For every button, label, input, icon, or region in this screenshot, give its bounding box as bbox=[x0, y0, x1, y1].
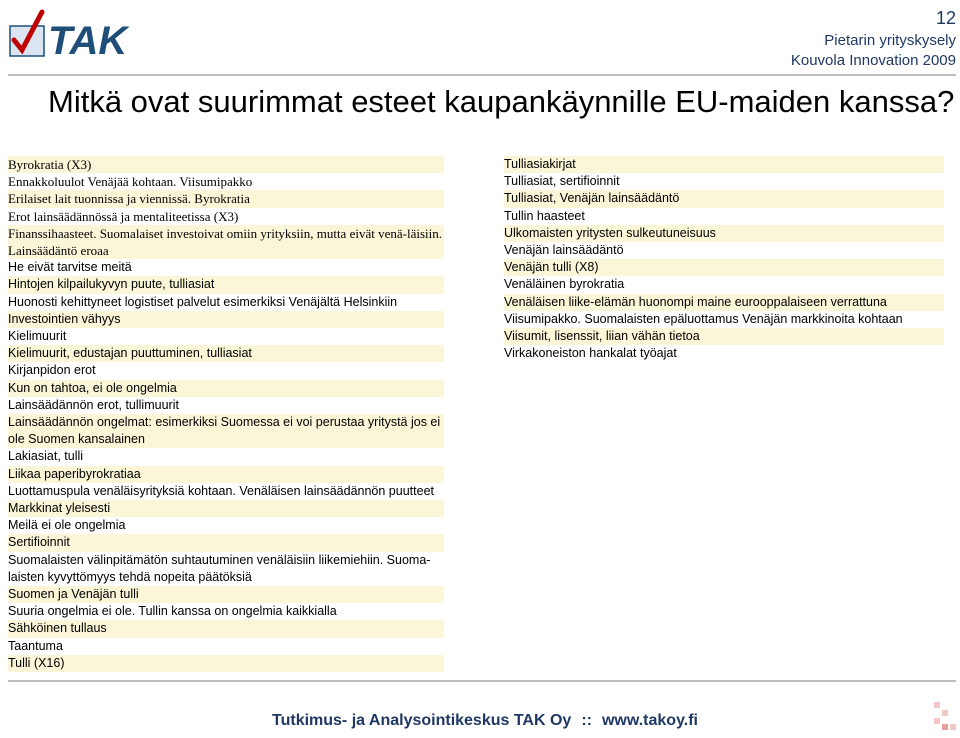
right-answer-item: Viisumipakko. Suomalaisten epäluottamus Venäjän markkinoita kohtaan bbox=[504, 311, 944, 328]
left-answer-item: Kun on tahtoa, ei ole ongelmia bbox=[8, 380, 444, 397]
left-answer-item: Sertifioinnit bbox=[8, 534, 444, 551]
left-answer-item: Erot lainsäädännössä ja mentaliteetissa (X3) bbox=[8, 208, 444, 225]
left-answer-item: Lakiasiat, tulli bbox=[8, 448, 444, 465]
right-answer-list bbox=[504, 156, 944, 362]
left-answer-item: Ennakkoluulot Venäjää kohtaan. Viisumipakko bbox=[8, 173, 444, 190]
left-answer-item: Markkinat yleisesti bbox=[8, 500, 444, 517]
left-answer-item: Taantuma bbox=[8, 638, 444, 655]
left-answer-item: Hintojen kilpailukyvyn puute, tulliasiat bbox=[8, 276, 444, 293]
logo-text: TAK bbox=[48, 19, 128, 63]
right-answer-item: Tullin haasteet bbox=[504, 208, 944, 225]
left-answer-item: Kielimuurit bbox=[8, 328, 444, 345]
left-answer-item: Luottamuspula venäläisyrityksiä kohtaan. Venäläisen lainsäädännön puutteet bbox=[8, 483, 444, 500]
corner-decoration-icon bbox=[932, 700, 956, 732]
left-answer-item: Kielimuurit, edustajan puuttuminen, tulliasiat bbox=[8, 345, 444, 362]
left-answer-item: Lainsäädännön erot, tullimuurit bbox=[8, 397, 444, 414]
right-answer-item: Ulkomaisten yritysten sulkeutuneisuus bbox=[504, 225, 944, 242]
left-answer-item: Kirjanpidon erot bbox=[8, 362, 444, 379]
report-title: Pietarin yrityskysely bbox=[824, 32, 956, 49]
right-answer-item: Venäläisen liike-elämän huonompi maine eurooppalaiseen verrattuna bbox=[504, 294, 944, 311]
left-answer-item: Finanssihaasteet. Suomalaiset investoivat omiin yrityksiin, mutta eivät venä-läisiin. Lainsäädäntö eroaa bbox=[8, 225, 444, 259]
left-answer-item: Investointien vähyys bbox=[8, 311, 444, 328]
header-divider bbox=[8, 74, 956, 76]
left-answer-item: Byrokratia (X3) bbox=[8, 156, 444, 173]
right-answer-item: Virkakoneiston hankalat työajat bbox=[504, 345, 944, 362]
left-answer-item: Suomen ja Venäjän tulli bbox=[8, 586, 444, 603]
right-answer-item: Tulliasiakirjat bbox=[504, 156, 944, 173]
right-answer-item: Viisumit, lisenssit, liian vähän tietoa bbox=[504, 328, 944, 345]
footer-divider bbox=[8, 680, 956, 682]
right-answer-item: Tulliasiat, sertifioinnit bbox=[504, 173, 944, 190]
report-subtitle: Kouvola Innovation 2009 bbox=[790, 52, 956, 69]
left-answer-item: Suuria ongelmia ei ole. Tullin kanssa on ongelmia kaikkialla bbox=[8, 603, 444, 620]
tak-logo bbox=[8, 6, 150, 66]
left-answer-item: Erilaiset lait tuonnissa ja viennissä. Byrokratia bbox=[8, 190, 444, 207]
page-number: 12 bbox=[935, 8, 956, 28]
footer bbox=[0, 712, 960, 730]
left-answer-list bbox=[8, 156, 444, 672]
left-answer-item: Sähköinen tullaus bbox=[8, 620, 444, 637]
left-answer-item: Lainsäädännön ongelmat: esimerkiksi Suomessa ei voi perustaa yritystä jos ei ole Suomen kansalainen bbox=[8, 414, 444, 448]
right-answer-item: Venäjän tulli (X8) bbox=[504, 259, 944, 276]
right-answer-item: Venäläinen byrokratia bbox=[504, 276, 944, 293]
footer-separator: :: bbox=[581, 712, 592, 729]
left-answer-item: Meilä ei ole ongelmia bbox=[8, 517, 444, 534]
left-answer-item: Tulli (X16) bbox=[8, 655, 444, 672]
right-answer-item: Tulliasiat, Venäjän lainsäädäntö bbox=[504, 190, 944, 207]
footer-org: Tutkimus- ja Analysointikeskus TAK Oy bbox=[272, 712, 572, 729]
slide-title: Mitkä ovat suurimmat esteet kaupankäynnille EU-maiden kanssa? bbox=[48, 84, 955, 119]
footer-url[interactable]: www.takoy.fi bbox=[601, 712, 698, 729]
right-answer-item: Venäjän lainsäädäntö bbox=[504, 242, 944, 259]
left-answer-item: Huonosti kehittyneet logistiset palvelut esimerkiksi Venäjältä Helsinkiin bbox=[8, 294, 444, 311]
left-answer-item: He eivät tarvitse meitä bbox=[8, 259, 444, 276]
left-answer-item: Suomalaisten välinpitämätön suhtautuminen venäläisiin liikemiehiin. Suoma-laisten kyvyttömyys tehdä nopeita päätöksiä bbox=[8, 552, 444, 586]
left-answer-item: Liikaa paperibyrokratiaa bbox=[8, 466, 444, 483]
